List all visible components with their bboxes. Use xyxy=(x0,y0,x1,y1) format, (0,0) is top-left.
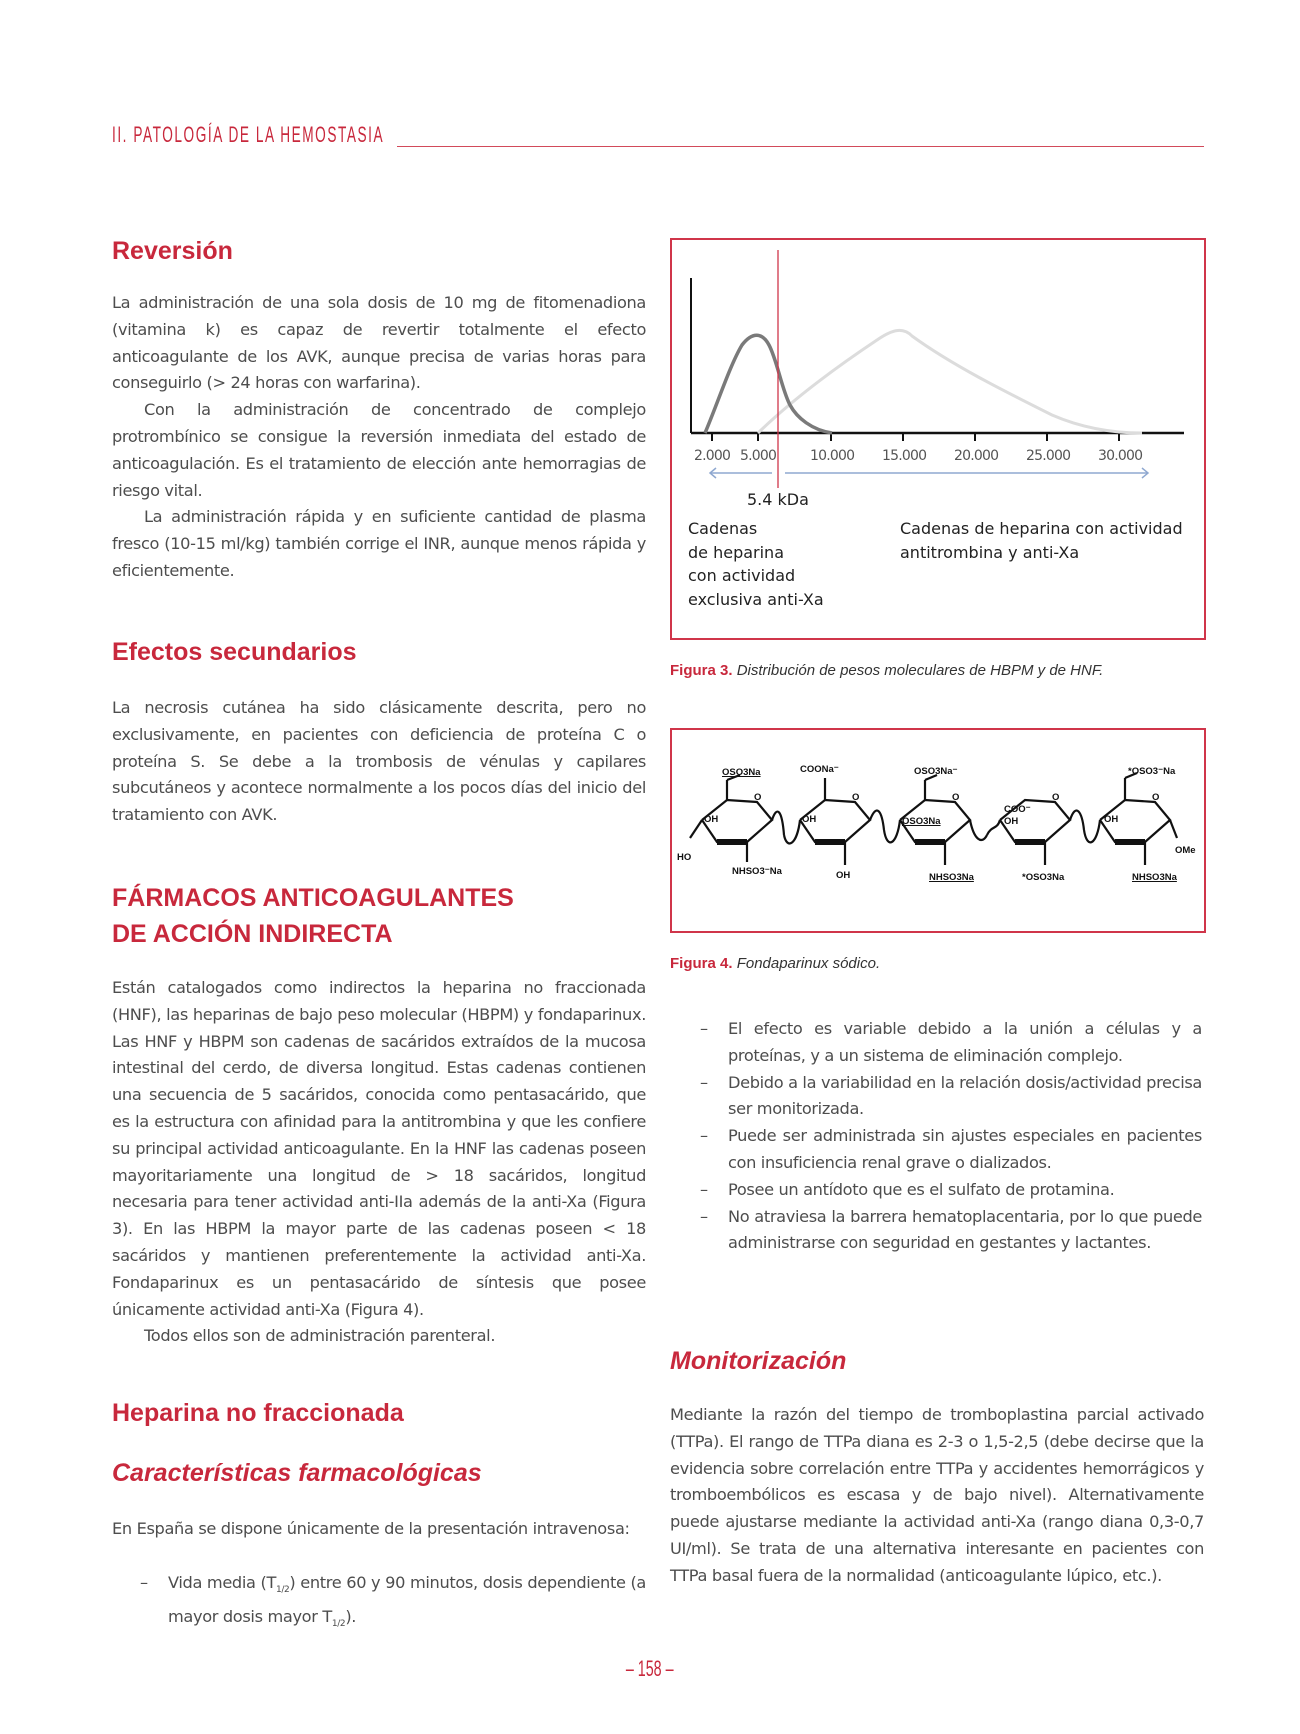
list-item xyxy=(700,1123,1202,1177)
farmacos-text xyxy=(112,975,646,1350)
bullet-text: ). xyxy=(345,1607,357,1627)
reversion-paragraph-3: La administración rápida y en suficiente cantidad de plasma fresco (10-15 ml/kg) también corrige el INR, aunque menos rápida y eficientemente. xyxy=(112,507,646,580)
chem-label: COONa⁻ xyxy=(800,764,839,775)
chem-label: OH xyxy=(1004,816,1019,827)
chem-label: NHSO3⁻Na xyxy=(732,866,782,877)
chem-label: COO⁻ xyxy=(1004,804,1031,815)
label-line: con actividad xyxy=(688,566,796,585)
caption-text: Distribución de pesos moleculares de HBPM y de HNF. xyxy=(736,662,1104,679)
heading-efectos-secundarios: Efectos secundarios xyxy=(112,638,357,666)
label-line: exclusiva anti-Xa xyxy=(688,589,824,609)
bullet-text: Posee un antídoto que es el sulfato de protamina. xyxy=(728,1179,1115,1199)
dash-bullet-icon: – xyxy=(700,1019,708,1038)
monitorizacion-paragraph: Mediante la razón del tiempo de tromboplastina parcial activado (TTPa). El rango de TTPa diana es 2-3 o 1,5-2,5 (debe decirse que la evidencia sobre correlación entre TTPa y accidentes hemorrágicos y tromboembólicos es escasa y de bajo nivel). Alternativamente puede ajustarse mediante la actividad anti-Xa (rango diana 0,3-0,7 UI/ml). Se trata de una alternativa interesante en pacientes con TTPa basal fuera de la normalidad (anticoagulante lúpico, etc.). xyxy=(670,1405,1204,1585)
caption-label: Figura 4. xyxy=(670,955,733,972)
chem-label: *OSO3Na xyxy=(1022,872,1065,883)
cutoff-label: 5.4 kDa xyxy=(747,490,809,509)
ring-oxygen: O xyxy=(754,792,762,803)
label-line: de heparina xyxy=(688,542,784,562)
tick-label: 10.000 xyxy=(810,448,855,464)
left-region-label xyxy=(688,517,824,611)
hnf-intro-paragraph: En España se dispone únicamente de la presentación intravenosa: xyxy=(112,1519,630,1538)
chem-label: OH xyxy=(802,814,817,825)
tick-label: 25.000 xyxy=(1026,448,1071,464)
subscript: 1/2 xyxy=(331,1619,346,1630)
efectos-text xyxy=(112,695,646,829)
running-title: II. PATOLOGÍA DE LA HEMOSTASIA xyxy=(112,122,385,147)
chem-label: OH xyxy=(704,814,719,825)
dash-bullet-icon: – xyxy=(700,1179,708,1199)
caption-label: Figura 3. xyxy=(670,662,733,679)
heading-monitorizacion: Monitorización xyxy=(670,1347,847,1375)
list-item xyxy=(140,1570,646,1638)
label-line: Cadenas de heparina con actividad xyxy=(900,519,1183,538)
chem-label: OSO3Na xyxy=(902,816,941,827)
heading-reversion: Reversión xyxy=(112,237,233,265)
subscript: 1/2 xyxy=(275,1585,290,1596)
heading-heparina-no-fraccionada: Heparina no fraccionada xyxy=(112,1399,404,1427)
chem-label: *OSO3⁻Na xyxy=(1128,766,1176,777)
heading-caracteristicas-farmacologicas: Características farmacológicas xyxy=(112,1459,482,1487)
bullet-text: Puede ser administrada sin ajustes especiales en pacientes con insuficiencia renal grave o dializados. xyxy=(728,1126,1202,1172)
bullet-text: ) entre 60 y 90 minutos, dosis dependiente (a mayor dosis mayor T xyxy=(168,1573,646,1627)
dash-bullet-icon: – xyxy=(700,1072,708,1092)
bullet-text: El efecto es variable debido a la unión a células y a proteínas, y a un sistema de eliminación complejo. xyxy=(728,1019,1202,1065)
page-number-text: – 158 – xyxy=(626,1656,674,1681)
heading-farmacos-line1: FÁRMACOS ANTICOAGULANTES xyxy=(112,884,514,912)
tick-label: 20.000 xyxy=(954,448,999,464)
list-item xyxy=(700,1204,1202,1258)
running-header xyxy=(112,122,1204,152)
tick-label: 30.000 xyxy=(1098,448,1143,464)
reversion-paragraph-1: La administración de una sola dosis de 10 mg de fitomenadiona (vitamina k) es capaz de revertir totalmente el efecto anticoagulante de los AVK, aunque precisa de varias horas para conseguirlo (> 24 horas con warfarina). xyxy=(112,293,646,393)
monitorizacion-text xyxy=(670,1402,1204,1590)
chem-label: NHSO3Na xyxy=(1132,872,1177,883)
tick-label: 5.000 xyxy=(740,448,777,464)
ring-oxygen: O xyxy=(952,792,960,803)
chem-label: OSO3Na⁻ xyxy=(914,766,958,777)
label-line: antitrombina y anti-Xa xyxy=(900,542,1080,562)
dash-bullet-icon: – xyxy=(700,1206,708,1226)
header-rule xyxy=(397,146,1204,147)
list-item xyxy=(700,1070,1202,1124)
ring-oxygen: O xyxy=(1152,792,1160,803)
efectos-paragraph: La necrosis cutánea ha sido clásicamente descrita, pero no exclusivamente, en pacientes con deficiencia de proteína C o proteína S. Se debe a la trombosis de vénulas y capilares subcutáneos y acontece normalmente a los pocos días del inicio del tratamiento con AVK. xyxy=(112,698,646,825)
chem-label: NHSO3Na xyxy=(929,872,974,883)
list-item xyxy=(700,1177,1202,1204)
hnf-curve xyxy=(758,330,1142,433)
farmacos-paragraph-1: Están catalogados como indirectos la heparina no fraccionada (HNF), las heparinas de bajo peso molecular (HBPM) y fondaparinux. Las HNF y HBPM son cadenas de sacáridos extraídos de la mucosa intestinal del cerdo, de diversa longitud. Estas cadenas contienen una secuencia de 5 sacáridos, conocida como pentasacárido, que es la estructura con afinidad para la antitrombina y que les confiere su principal actividad anticoagulante. En la HNF las cadenas poseen mayoritariamente una longitud de > 18 sacáridos, longitud necesaria para tener actividad anti-IIa además de la anti-Xa (Figura 3). En las HBPM la mayor parte de las cadenas poseen < 18 sacáridos y mantienen preferentemente la actividad anti-Xa. Fondaparinux es un pentasacárido de síntesis que posee únicamente actividad anti-Xa (Figura 4). xyxy=(112,978,646,1319)
ring-oxygen: O xyxy=(852,792,860,803)
x-tick-labels xyxy=(672,448,1204,468)
hnf-intro xyxy=(112,1516,646,1543)
bullet-text: Vida media (T xyxy=(168,1573,276,1592)
heading-farmacos-indirectos xyxy=(112,880,514,952)
figure-3-box xyxy=(670,238,1206,640)
reversion-text xyxy=(112,290,646,585)
reversion-paragraph-2: Con la administración de concentrado de complejo protrombínico se consigue la reversión inmediata del estado de anticoagulación. Es el tratamiento de elección ante hemorragias de riesgo vital. xyxy=(112,400,646,500)
structure-labels xyxy=(672,730,1204,931)
chem-label: OMe xyxy=(1175,845,1196,856)
list-item xyxy=(700,1016,1202,1070)
tick-label: 2.000 xyxy=(694,448,731,464)
hnf-bullet-list xyxy=(140,1570,646,1638)
figure-3-caption xyxy=(670,662,1103,679)
ring-oxygen: O xyxy=(1052,792,1060,803)
hnf-properties-list xyxy=(700,1016,1202,1257)
figure-4-box xyxy=(670,728,1206,933)
label-line: Cadenas xyxy=(688,519,758,538)
farmacos-paragraph-2: Todos ellos son de administración parenteral. xyxy=(144,1326,496,1346)
dash-bullet-icon: – xyxy=(700,1126,708,1146)
page-number xyxy=(0,1656,1300,1682)
bullet-text: No atraviesa la barrera hematoplacentaria, por lo que puede administrarse con seguridad en gestantes y lactantes. xyxy=(728,1206,1202,1253)
caption-text: Fondaparinux sódico. xyxy=(736,955,881,972)
heading-farmacos-line2: DE ACCIÓN INDIRECTA xyxy=(112,920,393,948)
right-region-label xyxy=(900,517,1183,564)
figure-4-caption xyxy=(670,955,880,972)
dash-bullet-icon: – xyxy=(140,1573,148,1592)
chem-label: OH xyxy=(1104,814,1119,825)
chem-label: HO xyxy=(677,852,692,863)
chem-label: OH xyxy=(836,870,851,881)
chem-label: OSO3Na xyxy=(722,767,761,778)
bullet-text: Debido a la variabilidad en la relación dosis/actividad precisa ser monitorizada. xyxy=(728,1072,1203,1119)
tick-label: 15.000 xyxy=(882,448,927,464)
